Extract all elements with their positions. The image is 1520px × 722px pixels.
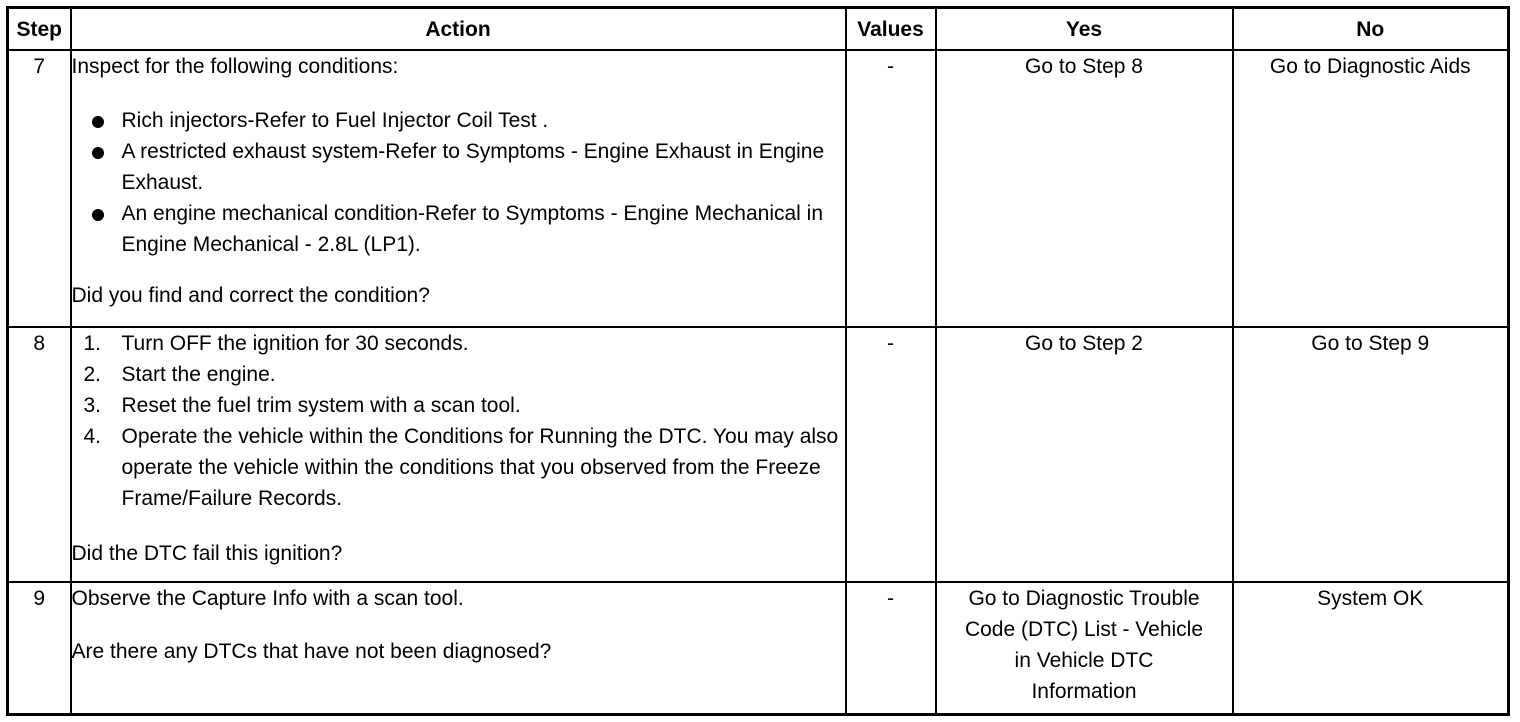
bullet-icon [92,209,104,221]
step-number: 9 [8,582,71,714]
action-intro: Inspect for the following conditions: [71,55,399,78]
list-item [72,136,845,198]
action-intro: Observe the Capture Info with a scan tool. [71,587,464,610]
bullet-icon [92,116,104,128]
action-cell [71,582,846,714]
list-item [72,198,845,260]
table-row [8,582,1509,714]
bullet-text: An engine mechanical condition-Refer to Symptoms - Engine Mechanical in Engine Mechanical - 2.8L (LP1). [121,202,824,256]
table-row [8,327,1509,582]
values-cell: - [846,582,936,714]
header-step: Step [8,8,71,51]
values-cell: - [846,327,936,582]
list-item: 3. Reset the fuel trim system with a scan tool. [83,394,521,417]
action-cell [71,50,846,327]
yes-line: in Vehicle DTC [1014,649,1154,672]
header-yes: Yes [936,8,1233,51]
yes-cell: Go to Step 8 [936,50,1233,327]
values-cell: - [846,50,936,327]
yes-line: Go to Diagnostic Trouble [968,587,1200,610]
header-values: Values [846,8,936,51]
action-cell [71,327,846,582]
action-question: Are there any DTCs that have not been diagnosed? [71,640,552,663]
bullet-text: Rich injectors-Refer to Fuel Injector Coil Test . [121,109,549,132]
yes-line: Code (DTC) List - Vehicle [964,618,1204,641]
header-no: No [1233,8,1509,51]
bullet-list [72,105,845,260]
yes-cell: Go to Step 2 [936,327,1233,582]
table-row [8,50,1509,327]
yes-cell [936,582,1233,714]
action-question: Did the DTC fail this ignition? [71,542,343,565]
numbered-list [72,328,845,514]
bullet-icon [92,147,104,159]
list-item: 2. Start the engine. [83,363,276,386]
action-question: Did you find and correct the condition? [71,284,430,307]
no-cell: Go to Diagnostic Aids [1233,50,1509,327]
header-action: Action [71,8,846,51]
bullet-text: A restricted exhaust system-Refer to Symptoms - Engine Exhaust in Engine Exhaust. [121,140,825,194]
no-cell: Go to Step 9 [1233,327,1509,582]
header-row [8,8,1509,51]
list-item: 4. Operate the vehicle within the Conditions for Running the DTC. You may also operate the vehicle within the conditions that you observed from the Freeze Frame/Failure Records. [83,425,839,510]
diagnostic-table [6,6,1510,716]
yes-line: Information [1031,680,1137,703]
no-cell: System OK [1233,582,1509,714]
step-number: 7 [8,50,71,327]
list-item [72,105,845,136]
list-item: 1. Turn OFF the ignition for 30 seconds. [83,332,469,355]
step-number: 8 [8,327,71,582]
